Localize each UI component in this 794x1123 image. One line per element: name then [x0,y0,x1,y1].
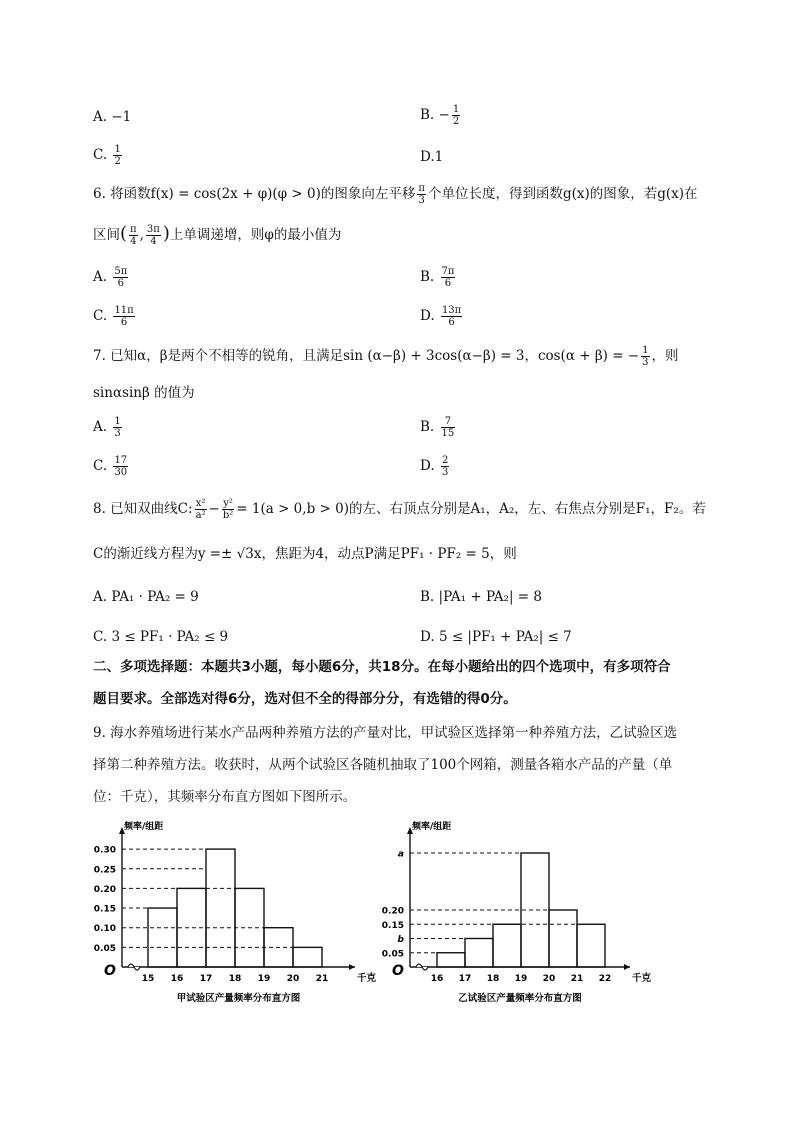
q9-stem-line1: 9. 海水养殖场进行某水产品两种养殖方法的产量对比，甲试验区选择第一种养殖方法，乙试验区选 [93,725,678,741]
option-fraction: $\frac{1}{3}$ [114,416,121,439]
q5-option-d[interactable] [420,148,443,166]
option-fraction: $\frac{7\pi}{6}$ [441,266,455,289]
x-tick-label: 20 [542,974,556,984]
q7-option-b[interactable] [420,416,457,439]
option-text: 1 [434,149,444,165]
section2-line2: 题目要求。全部选对得6分，选对但不全的得部分分，有选错的得0分。 [93,691,517,707]
histogram-bar [465,939,493,968]
q7-text: ，则 [651,348,679,364]
option-label: D. [420,308,439,324]
origin-label: O [392,963,404,979]
option-label: D. [420,458,439,474]
cos-fraction: $\frac{1}{3}$ [642,345,649,368]
x-tick-label: 18 [228,974,242,984]
histogram-bar [206,849,235,967]
y-tick-label: 0.25 [93,865,116,876]
q6-text: 6. 将函数f(x) = cos(2x + φ)(φ > 0)的图象向左平移 [93,186,416,202]
q7-text: 7. 已知α，β是两个不相等的锐角，且满足sin (α−β) + 3cos(α−β) = 3，cos(α + β) = − [93,348,640,364]
shift-fraction: $\frac{\pi}{3}$ [418,183,425,206]
q7-option-a[interactable] [93,416,124,439]
q6-stem-line2: 区间( $\frac{\pi}{4}$ , $\frac{3\pi}{4}$ )上单调递增，则φ的最小值为 [93,223,342,247]
q6-text: 个单位长度，得到函数g(x)的图象，若g(x)在 [427,186,698,202]
option-fraction: $\frac{1}{2}$ [452,104,460,127]
q7-stem-line1 [93,345,679,368]
histogram-bar [549,910,577,967]
option-label: C. [93,147,112,163]
x-tick-label: 19 [514,974,528,984]
q5-option-a[interactable] [93,108,131,126]
q8-option-d[interactable] [420,628,572,646]
x-tick-label: 17 [458,974,472,984]
x-tick-label: 19 [257,974,271,984]
option-text: 5 ≤ |PF₁ + PA₂| ≤ 7 [438,629,572,645]
x-tick-label: 21 [315,974,329,984]
y-axis-label: 频率/组距 [124,822,164,832]
option-label: C. [93,629,112,645]
x-tick-label: 15 [141,974,155,984]
q7-option-d[interactable] [420,455,451,478]
option-fraction: $\frac{5\pi}{6}$ [114,266,128,289]
option-fraction: $\frac{7}{15}$ [441,416,455,439]
y-fraction: $\frac{\text{y²}}{\text{b²}}$ [222,498,234,521]
interval-start: $\frac{\pi}{4}$ [130,224,137,247]
y-tick-label: a [397,849,404,860]
q8-option-c[interactable] [93,628,228,646]
q9-stem-line2: 择第二种养殖方法。收获时，从两个试验区各随机抽取了100个网箱，测量各箱水产品的产量（单 [93,757,673,773]
q5-option-c[interactable] [93,144,124,167]
q6-stem-line1 [93,183,698,206]
chart-title: 乙试验区产量频率分布直方图 [458,993,582,1004]
histogram-yi [380,815,680,1010]
y-tick-label: 0.05 [93,943,116,954]
option-label: A. [93,269,112,285]
q6-option-a[interactable] [93,266,130,289]
q7-stem-line2: sinαsinβ 的值为 [93,385,195,401]
q5-option-b[interactable] [420,104,462,127]
q8-option-a[interactable] [93,588,199,606]
minus-sign: − [208,501,220,517]
q8-option-b[interactable] [420,588,542,606]
x-tick-label: 20 [286,974,300,984]
q6-option-c[interactable] [93,305,137,328]
option-label: A. [93,109,112,125]
option-label: B. [420,269,439,285]
histogram-bar [293,947,322,967]
histogram-bar [493,924,521,967]
x-axis-arrow [624,964,630,970]
option-label: C. [93,308,112,324]
origin-label: O [104,963,116,979]
option-fraction: $\frac{11\pi}{6}$ [114,305,134,328]
option-label: B. [420,107,439,123]
q9-stem-line3: 位：千克），其频率分布直方图如下图所示。 [93,789,357,805]
option-label: C. [93,458,112,474]
option-fraction: $\frac{1}{2}$ [114,144,121,167]
option-text: −1 [111,109,132,125]
q8-stem-line1 [93,498,706,521]
y-axis-label: 频率/组距 [412,822,452,832]
q8-stem-line2: C的渐近线方程为y =± √3x，焦距为4，动点P满足PF₁ · PF₂ = 5，则 [93,546,517,562]
interval-end: $\frac{3\pi}{4}$ [146,224,160,247]
q8-text: = 1(a > 0,b > 0)的左、右顶点分别是A₁，A₂，左、右焦点分别是F₁，F₂。若 [236,501,706,517]
y-tick-label: 0.20 [381,906,404,917]
x-tick-label: 21 [570,974,584,984]
option-text: |PA₁ + PA₂| = 8 [438,589,543,605]
x-tick-label: 16 [170,974,184,984]
option-label: D. [420,629,439,645]
option-fraction: $\frac{17}{30}$ [114,455,128,478]
histogram-bar [577,924,605,967]
x-tick-label: 17 [199,974,213,984]
option-text: 3 ≤ PF₁ · PA₂ ≤ 9 [111,629,229,645]
y-tick-label: 0.20 [93,884,116,895]
y-tick-label: b [397,935,404,945]
q6-option-b[interactable] [420,266,457,289]
option-fraction: $\frac{2}{3}$ [441,455,449,478]
x-axis-label: 千克 [632,973,652,984]
option-label: B. [420,589,439,605]
option-text: − [438,107,450,123]
x-tick-label: 22 [598,974,612,984]
y-tick-label: 0.10 [93,924,116,935]
axis-break-mark [416,964,428,970]
q6-text: 上单调递增，则φ的最小值为 [169,227,342,243]
option-fraction: $\frac{13\pi}{6}$ [441,305,462,328]
y-tick-label: 0.15 [381,920,404,931]
y-tick-label: 0.15 [93,904,116,915]
q8-text: 8. 已知双曲线C: [93,501,193,517]
option-label: A. [93,589,112,605]
x-axis-arrow [349,964,355,970]
option-label: B. [420,419,439,435]
chart-title: 甲试验区产量频率分布直方图 [176,993,301,1004]
option-label: A. [93,419,112,435]
histogram-jia [90,815,385,1010]
y-tick-label: 0.05 [381,949,404,960]
x-fraction: $\frac{\text{x²}}{\text{a²}}$ [195,498,206,521]
y-tick-label: 0.30 [93,845,116,856]
section2-line1: 二、多项选择题：本题共3小题，每小题6分，共18分。在每小题给出的四个选项中，有多项符合 [93,659,671,675]
histogram-bar [437,953,465,967]
x-tick-label: 18 [486,974,500,984]
x-axis-label: 千克 [357,973,377,984]
q6-text: 区间 [93,227,120,243]
histogram-bar [148,908,177,967]
x-tick-label: 16 [430,974,444,984]
option-text: PA₁ · PA₂ = 9 [111,589,199,605]
option-label: D. [420,149,435,165]
axis-break-mark [128,964,140,970]
q6-option-d[interactable] [420,305,464,328]
q7-option-c[interactable] [93,455,130,478]
